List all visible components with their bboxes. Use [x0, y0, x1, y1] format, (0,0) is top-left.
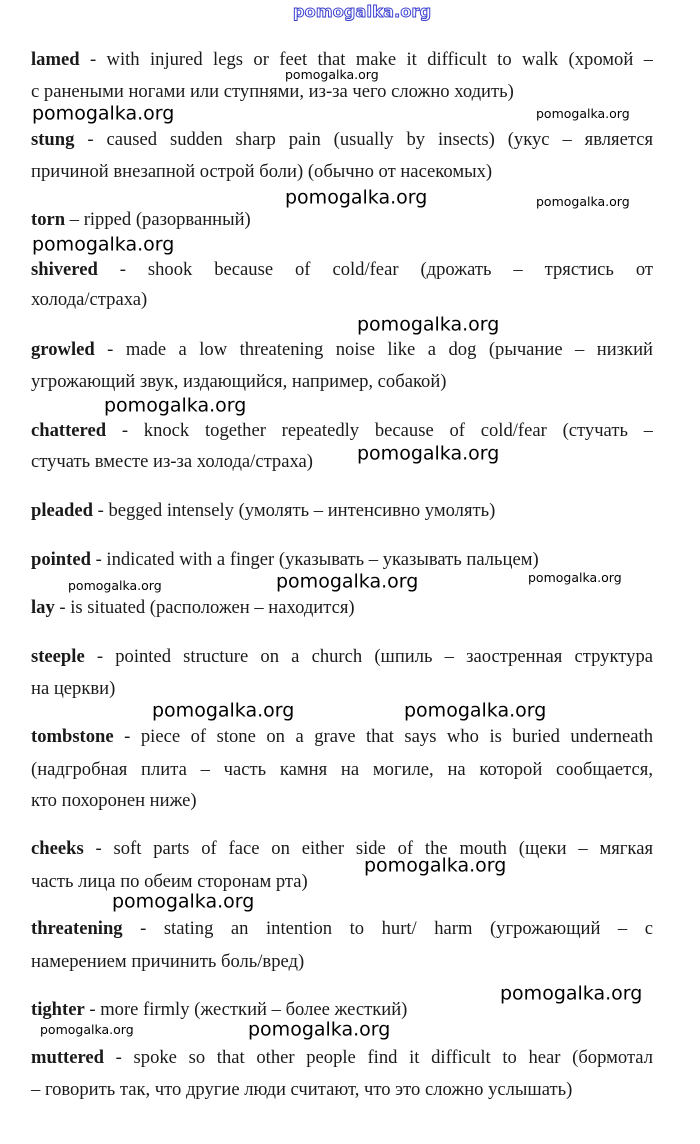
entry-term: cheeks — [31, 838, 84, 859]
entry-definition: - shook because of cold/fear (дрожать – трястись от — [97, 259, 653, 280]
entry-definition: холода/страха) — [31, 289, 148, 310]
entry-continuation-line — [31, 758, 653, 782]
watermark: pomogalka.org — [500, 982, 643, 1005]
entry-continuation-line — [31, 80, 653, 104]
entry-continuation-line — [31, 677, 653, 701]
entry-definition: - knock together repeatedly because of cold/fear (стучать – — [106, 420, 653, 441]
entry-continuation-line — [31, 950, 653, 974]
entry-first-line — [31, 645, 653, 669]
entry-term: tombstone — [31, 726, 114, 747]
entry-first-line — [31, 725, 653, 749]
watermark: pomogalka.org — [104, 394, 247, 417]
entry-definition: - spoke so that other people find it difficult to hear (бормотал — [103, 1047, 653, 1068]
watermark: pomogalka.org — [528, 569, 622, 585]
entry-term: shivered — [31, 259, 98, 280]
entry-definition: - with injured legs or feet that make it difficult to walk (хромой – — [79, 49, 653, 70]
watermark: pomogalka.org — [152, 699, 295, 722]
watermark: pomogalka.org — [32, 102, 175, 125]
entry-definition: - pointed structure on a church (шпиль – заостренная структура — [84, 646, 653, 667]
entry-definition: - piece of stone on a grave that says who is buried underneath — [113, 726, 653, 747]
entry-term: pointed — [31, 549, 91, 570]
watermark: pomogalka.org — [285, 66, 379, 82]
entry-term: muttered — [31, 1047, 104, 1068]
entry-definition: – ripped (разорванный) — [65, 209, 251, 230]
entry-term: chattered — [31, 420, 107, 441]
entry-term: lamed — [31, 49, 80, 70]
entry-definition: намерением причинить боль/вред) — [31, 951, 305, 972]
watermark: pomogalka.org — [32, 233, 175, 256]
entry-first-line — [31, 208, 653, 232]
entry-first-line — [31, 917, 653, 941]
entry-first-line — [31, 258, 653, 282]
watermark: pomogalka.org — [357, 442, 500, 465]
entry-definition: с ранеными ногами или ступнями, из-за чего сложно ходить) — [31, 81, 514, 102]
entry-definition: кто похоронен ниже) — [31, 790, 197, 811]
watermark: pomogalka.org — [536, 105, 630, 121]
watermark: pomogalka.org — [285, 186, 428, 209]
entry-definition: (надгробная плита – часть камня на могиле, на которой сообщается, — [31, 759, 653, 780]
entry-first-line — [31, 596, 653, 620]
entry-term: lay — [31, 597, 55, 618]
watermark: pomogalka.org — [357, 313, 500, 336]
entry-definition: - more firmly (жесткий – более жесткий) — [84, 999, 408, 1020]
header-watermark: pomogalka.org — [293, 2, 432, 21]
watermark: pomogalka.org — [364, 854, 507, 877]
entry-term: tighter — [31, 999, 85, 1020]
watermark: pomogalka.org — [536, 193, 630, 209]
entry-term: growled — [31, 339, 95, 360]
entry-continuation-line — [31, 370, 653, 394]
entry-definition: - soft parts of face on either side of the mouth (щеки – мягкая — [83, 838, 653, 859]
watermark: pomogalka.org — [40, 1021, 134, 1037]
entry-continuation-line — [31, 1078, 653, 1102]
entry-first-line — [31, 837, 653, 861]
entry-definition: угрожающий звук, издающийся, например, собакой) — [31, 371, 447, 392]
entry-definition: на церкви) — [31, 678, 116, 699]
watermark: pomogalka.org — [68, 577, 162, 593]
entry-term: torn — [31, 209, 66, 230]
watermark: pomogalka.org — [404, 699, 547, 722]
entry-term: steeple — [31, 646, 85, 667]
entry-first-line — [31, 1046, 653, 1070]
entry-first-line — [31, 338, 653, 362]
entry-first-line — [31, 499, 653, 523]
watermark: pomogalka.org — [248, 1018, 391, 1041]
entry-term: threatening — [31, 918, 123, 939]
entry-definition: стучать вместе из-за холода/страха) — [31, 451, 313, 472]
entry-continuation-line — [31, 450, 653, 474]
entry-term: stung — [31, 129, 75, 150]
entry-definition: – говорить так, что другие люди считают, что это сложно услышать) — [31, 1079, 573, 1100]
entry-first-line — [31, 419, 653, 443]
entry-definition: - indicated with a finger (указывать – указывать пальцем) — [90, 549, 539, 570]
entry-definition: часть лица по обеим сторонам рта) — [31, 871, 308, 892]
entry-definition: - begged intensely (умолять – интенсивно умолять) — [93, 500, 496, 521]
entry-definition: - made a low threatening noise like a dog (рычание – низкий — [94, 339, 653, 360]
entry-definition: причиной внезапной острой боли) (обычно от насекомых) — [31, 161, 493, 182]
entry-definition: - stating an intention to hurt/ harm (угрожающий – с — [122, 918, 653, 939]
entry-definition: - is situated (расположен – находится) — [54, 597, 355, 618]
entry-first-line — [31, 128, 653, 152]
entry-first-line — [31, 548, 653, 572]
entry-term: pleaded — [31, 500, 93, 521]
entry-continuation-line — [31, 160, 653, 184]
entry-definition: - caused sudden sharp pain (usually by insects) (укус – является — [74, 129, 653, 150]
watermark: pomogalka.org — [276, 570, 419, 593]
entry-continuation-line — [31, 789, 653, 813]
watermark: pomogalka.org — [112, 890, 255, 913]
entry-continuation-line — [31, 288, 653, 312]
